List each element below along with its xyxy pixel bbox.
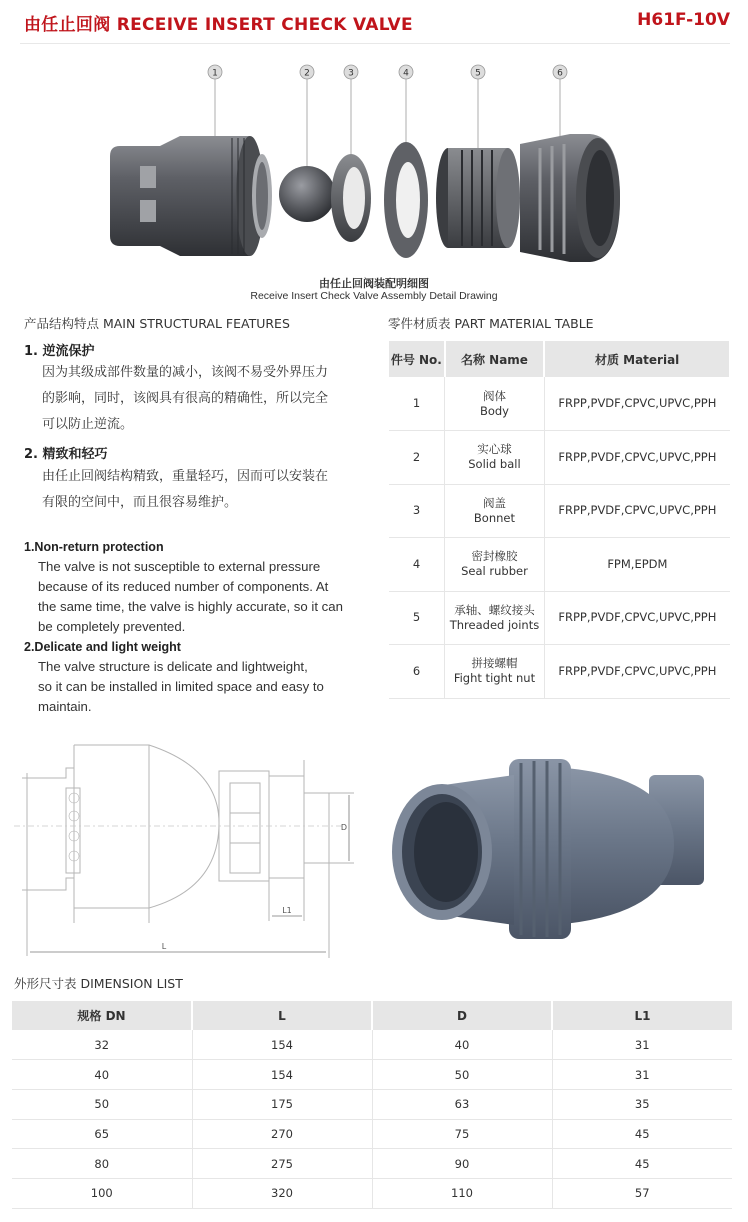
table-cell: 270: [192, 1119, 372, 1149]
callout-3: 3: [348, 68, 354, 79]
table-cell: 31: [552, 1030, 732, 1060]
text-line: 有限的空间中，而且很容易维护。: [42, 495, 238, 510]
part-name-cell: [445, 538, 545, 592]
feature-cn-2-text: [42, 464, 354, 516]
material-table-title: 零件材质表 PART MATERIAL TABLE: [388, 316, 594, 331]
table-header-row: [389, 341, 730, 377]
table-cell: 40: [372, 1030, 552, 1060]
text-line: maintain.: [38, 699, 92, 714]
column-header: 规格 DN: [12, 1001, 192, 1030]
feature-cn-1-text: [42, 360, 354, 438]
dimension-table-title: 外形尺寸表 DIMENSION LIST: [14, 976, 183, 991]
text-line: 因为其级成部件数量的减小，该阀不易受外界压力: [42, 365, 329, 380]
text-line: so it can be installed in limited space and easy to: [38, 679, 324, 694]
drawing-label-d: D: [340, 823, 348, 832]
callout-6: 6: [557, 68, 563, 79]
part-name-en: Fight tight nut: [453, 671, 536, 686]
table-cell: 154: [192, 1030, 372, 1060]
column-header: D: [372, 1001, 552, 1030]
table-row: [389, 431, 730, 485]
table-cell: 320: [192, 1178, 372, 1208]
model-number: H61F-10V: [637, 10, 730, 30]
table-row: [389, 538, 730, 592]
part-name-cn: 拼接螺帽: [471, 656, 518, 671]
part-ball: [279, 166, 335, 222]
table-cell: 63: [372, 1089, 552, 1119]
column-header: 名称 Name: [445, 341, 545, 377]
table-cell: 45: [552, 1149, 732, 1179]
feature-en-1-heading: 1.Non-return protection: [24, 540, 164, 554]
callout-1: 1: [212, 68, 218, 79]
table-row: [12, 1030, 732, 1060]
table-row: [389, 591, 730, 645]
feature-cn-2-heading: 2. 精致和轻巧: [24, 447, 108, 462]
table-cell: 75: [372, 1119, 552, 1149]
callout-markers: [208, 65, 567, 79]
page-header: [20, 0, 730, 44]
table-cell: 45: [552, 1119, 732, 1149]
column-header: L: [192, 1001, 372, 1030]
part-name-en: Threaded joints: [449, 617, 540, 632]
part-name-en: Solid ball: [468, 457, 521, 472]
table-cell: 175: [192, 1089, 372, 1119]
table-cell: 57: [552, 1178, 732, 1208]
part-name-en: Body: [479, 403, 509, 418]
table-cell: 100: [12, 1178, 192, 1208]
drawing-label-l1: L1: [282, 906, 292, 915]
part-number-cell: 2: [389, 431, 445, 485]
part-name-cell: [445, 591, 545, 645]
material-cell: FPM,EPDM: [544, 538, 730, 592]
table-cell: 32: [12, 1030, 192, 1060]
part-bonnet: [331, 154, 371, 242]
part-number-cell: 1: [389, 377, 445, 431]
part-name-cn: 阀盖: [482, 495, 506, 510]
part-threaded-joint: [436, 148, 520, 248]
material-cell: FRPP,PVDF,CPVC,UPVC,PPH: [544, 431, 730, 485]
text-line: 可以防止逆流。: [42, 417, 134, 432]
part-name-en: Seal rubber: [461, 564, 528, 579]
table-row: [12, 1149, 732, 1179]
table-cell: 35: [552, 1089, 732, 1119]
part-name-cn: 实心球: [477, 442, 512, 457]
part-name-cell: [445, 431, 545, 485]
part-number-cell: 5: [389, 591, 445, 645]
part-number-cell: 3: [389, 484, 445, 538]
drawing-label-l: L: [161, 942, 167, 951]
table-cell: 110: [372, 1178, 552, 1208]
material-cell: FRPP,PVDF,CPVC,UPVC,PPH: [544, 591, 730, 645]
table-cell: 154: [192, 1060, 372, 1090]
text-line: 由任止回阀结构精致，重量轻巧，因而可以安装在: [42, 469, 329, 484]
material-table: [389, 341, 731, 699]
column-header: 件号 No.: [389, 341, 445, 377]
feature-cn-1-heading: 1. 逆流保护: [24, 344, 95, 359]
part-name-cn: 承轴、螺纹接头: [454, 602, 535, 617]
table-row: [389, 377, 730, 431]
dimension-table: [12, 1001, 732, 1209]
exploded-assembly-illustration: [100, 58, 640, 276]
part-name-cn: 密封橡胶: [471, 549, 518, 564]
feature-en-2-heading: 2.Delicate and light weight: [24, 640, 181, 654]
product-photo: [384, 745, 714, 950]
table-cell: 50: [12, 1089, 192, 1119]
assembly-caption-en: Receive Insert Check Valve Assembly Detail Drawing: [250, 290, 498, 302]
part-name-cn: 阀体: [482, 388, 506, 403]
table-cell: 80: [12, 1149, 192, 1179]
part-number-cell: 6: [389, 645, 445, 699]
feature-en-1-text: [38, 557, 356, 637]
text-line: the same time, the valve is highly accurate, so it can: [38, 599, 343, 614]
table-cell: 31: [552, 1060, 732, 1090]
part-nut: [520, 134, 620, 262]
part-number-cell: 4: [389, 538, 445, 592]
part-name-en: Bonnet: [473, 510, 516, 525]
column-header: 材质 Material: [544, 341, 730, 377]
table-row: [12, 1060, 732, 1090]
features-title: 产品结构特点 MAIN STRUCTURAL FEATURES: [24, 316, 290, 331]
part-name-cell: [445, 377, 545, 431]
table-cell: 50: [372, 1060, 552, 1090]
feature-en-2-text: [38, 657, 356, 717]
column-header: L1: [552, 1001, 732, 1030]
material-cell: FRPP,PVDF,CPVC,UPVC,PPH: [544, 484, 730, 538]
text-line: 的影响，同时，该阀具有很高的精确性，所以完全: [42, 391, 329, 406]
table-row: [12, 1089, 732, 1119]
dimension-drawing: [14, 738, 374, 960]
material-cell: FRPP,PVDF,CPVC,UPVC,PPH: [544, 377, 730, 431]
assembly-caption-cn: 由任止回阀装配明细图: [319, 277, 429, 290]
table-cell: 275: [192, 1149, 372, 1179]
table-cell: 40: [12, 1060, 192, 1090]
callout-5: 5: [475, 68, 481, 79]
text-line: The valve is not susceptible to external pressure: [38, 559, 321, 574]
material-cell: FRPP,PVDF,CPVC,UPVC,PPH: [544, 645, 730, 699]
part-name-cell: [445, 484, 545, 538]
table-row: [389, 645, 730, 699]
table-cell: 90: [372, 1149, 552, 1179]
table-row: [12, 1119, 732, 1149]
text-line: be completely prevented.: [38, 619, 186, 634]
table-header-row: [12, 1001, 732, 1030]
text-line: because of its reduced number of components. At: [38, 579, 329, 594]
table-cell: 65: [12, 1119, 192, 1149]
callout-2: 2: [304, 68, 310, 79]
part-name-cell: [445, 645, 545, 699]
part-body: [110, 136, 272, 256]
table-row: [12, 1178, 732, 1208]
part-seal: [384, 142, 428, 258]
page-title: 由任止回阀 RECEIVE INSERT CHECK VALVE: [24, 15, 413, 35]
table-row: [389, 484, 730, 538]
callout-4: 4: [403, 68, 409, 79]
text-line: The valve structure is delicate and lightweight,: [38, 659, 308, 674]
